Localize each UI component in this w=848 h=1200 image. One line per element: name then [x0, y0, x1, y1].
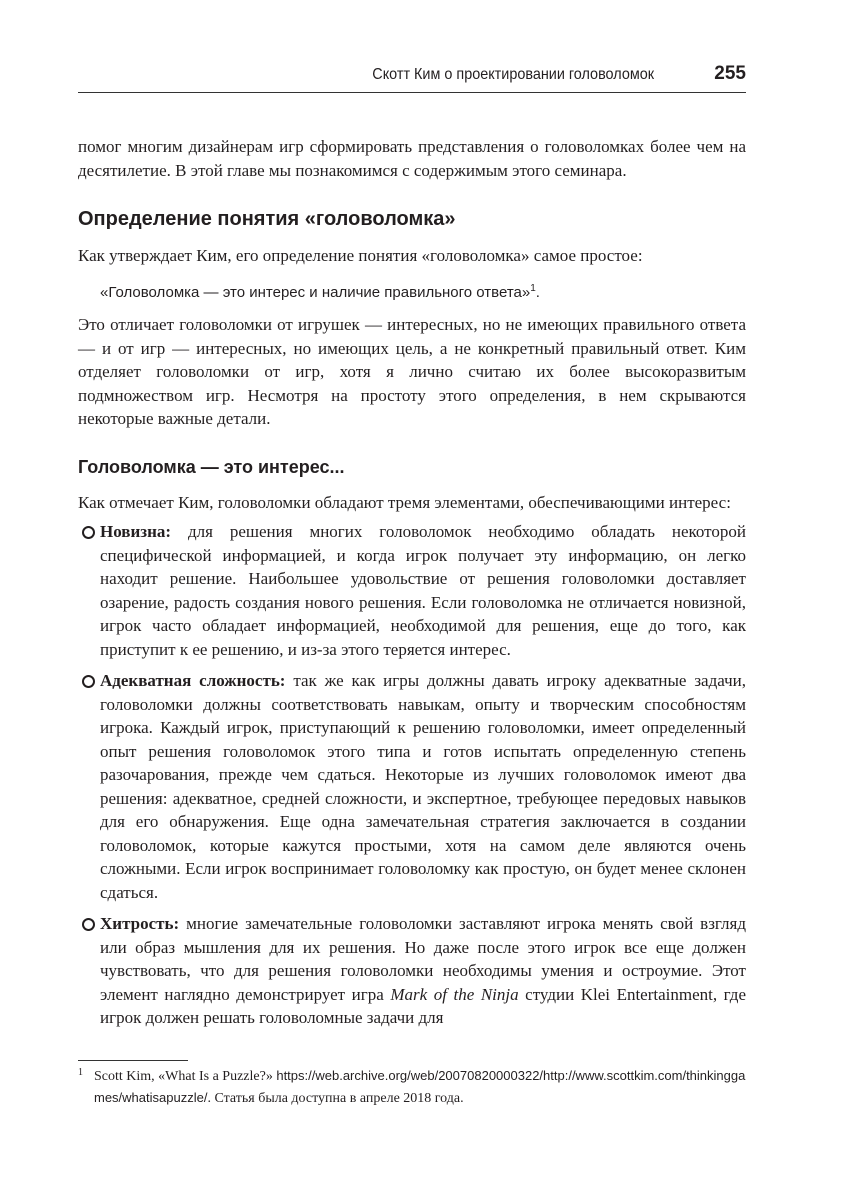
list-item	[78, 669, 746, 904]
subsection-lead: Как отмечает Ким, головоломки обладают тремя элементами, обеспечивающими интерес:	[78, 492, 731, 512]
running-title: Скотт Ким о проектировании головоломок	[372, 66, 654, 83]
footnote-mark: 1	[78, 1067, 83, 1078]
game-title: Mark of the Ninja	[390, 984, 519, 1004]
list-item	[78, 520, 746, 661]
footnote-citation: Scott Kim, «What Is a Puzzle?»	[94, 1069, 277, 1084]
footnote	[78, 1060, 746, 1109]
footnote-note: . Статья была доступна в апреле 2018 года.	[207, 1091, 464, 1106]
definition-paragraph: Это отличает головоломки от игрушек — интересных, но не имеющих правильного ответа — и от игр — интересных, но имеющих цель, а не конкретный правильный ответ. Ким отделяет головоломки от игр, хотя я лично считаю их более высокоразвитым подмножеством игр. Несмотря на простоту этого определения, в нем скрываются некоторые важные детали.	[78, 315, 746, 428]
page-body	[78, 135, 746, 1038]
circle-bullet-icon	[82, 526, 95, 539]
footnote-reference[interactable]: 1	[530, 282, 536, 294]
list-item	[78, 912, 746, 1030]
quote-text: «Головоломка — это интерес и наличие правильного ответа»	[100, 283, 531, 301]
list-item-text: студии Klei Entertainment, где игрок должен решать головоломные задачи для	[100, 984, 746, 1027]
list-item-text: так же как игры должны давать игроку адекватные задачи, головоломки должны соответствовать навыкам, опыту и творческим способностям игрока. Каждый игрок, приступающий к решению головоломки, имеет определенный опыт решения головоломок этого типа и готов испытать определенную степень разочарования, прежде чем сдаться. Некоторые из лучших головоломок имеют два решения: адекватное, средней сложности, и экспертное, требующее передовых навыков для его обнаружения. Еще одна замечательная стратегия заключается в создании головоломок, которые кажутся простыми, хотя на самом деле являются очень сложными. Если игрок воспринимает головоломку как простую, он будет менее склонен сдаться.	[100, 671, 746, 902]
running-header	[78, 62, 746, 93]
section-lead: Как утверждает Ким, его определение понятия «головоломка» самое простое:	[78, 246, 643, 265]
list-item-term: Новизна:	[100, 522, 172, 541]
list-item-text: многие замечательные головоломки заставляют игрока менять свой взгляд или образ мышления для их решения. Но даже после этого игрок все еще должен чувствовать, что для решения головоломки необходимы умения и остроумие. Этот элемент наглядно демонстрирует игра	[100, 914, 746, 1004]
definition-quote: «Головоломка — это интерес и наличие правильного ответа»$^1$.	[100, 282, 540, 301]
interest-elements-list	[78, 520, 746, 1030]
list-item-term: Адекватная сложность:	[100, 671, 286, 690]
intro-paragraph: помог многим дизайнерам игр сформировать представления о головоломках более чем на десятилетие. В этой главе мы познакомимся с содержимым этого семинара.	[78, 137, 746, 180]
section-heading: Определение понятия «головоломка»	[78, 208, 456, 230]
list-item-term: Хитрость:	[100, 914, 180, 933]
footnote-url-link[interactable]: https://web.archive.org/web/20070820000322/http://www.scottkim.com/thinkinggames/whatisapuzzle/	[94, 1068, 746, 1105]
circle-bullet-icon	[82, 675, 95, 688]
circle-bullet-icon	[82, 918, 95, 931]
list-item-text: для решения многих головоломок необходимо обладать некоторой специфической информацией, и когда игрок получает эту информацию, он легко находит решение. Наибольшее удовольствие от решения головоломки доставляет озарение, радость создания нового решения. Если головоломка не отличается новизной, игрок часто обладает информацией, необходимой для решения, еще до того, как приступит к ее решению, и из-за этого теряется интерес.	[100, 522, 746, 659]
subsection-heading: Головоломка — это интерес...	[78, 456, 345, 477]
footnote-divider	[78, 1060, 188, 1061]
page-number: 255	[714, 63, 746, 84]
